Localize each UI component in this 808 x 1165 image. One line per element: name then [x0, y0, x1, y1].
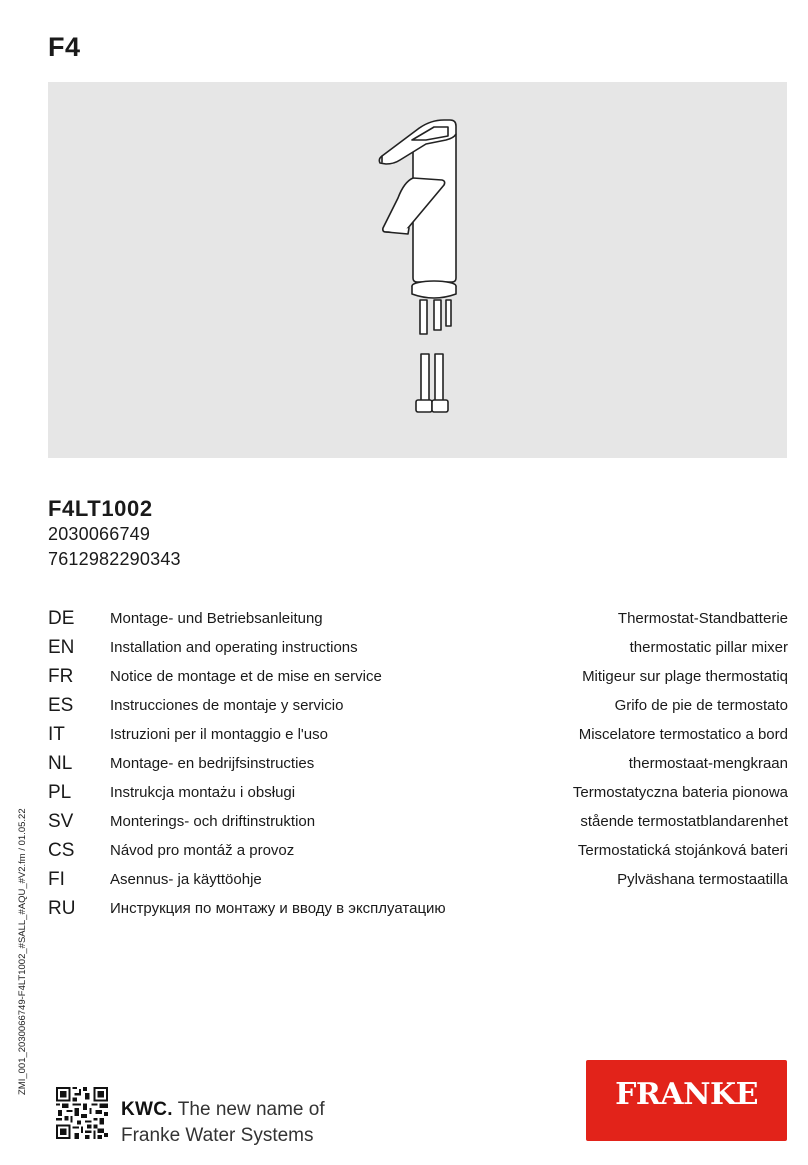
document-title: Istruzioni per il montaggio e l'uso: [110, 726, 328, 743]
document-title: Monterings- och driftinstruktion: [110, 813, 316, 830]
product-name: Termostatická stojánková bateri: [577, 842, 788, 859]
product-name: Pylväshana termostaatilla: [617, 871, 788, 888]
article-number: 2030066749: [48, 524, 151, 544]
product-name: Mitigeur sur plage thermostatiq: [582, 668, 788, 685]
language-row: [48, 664, 788, 693]
language-code: ES: [48, 695, 74, 716]
product-name: stående termostatblandarenhet: [580, 813, 788, 830]
language-row: [48, 896, 788, 925]
page-title: F4: [48, 32, 81, 62]
product-name: Miscelatore termostatico a bord: [578, 726, 788, 743]
document-title: Instrukcja montażu i obsługi: [110, 784, 296, 801]
document-title: Instrucciones de montaje y servicio: [110, 697, 344, 714]
language-row: [48, 867, 788, 896]
language-code: SV: [48, 811, 74, 832]
ean-number: 7612982290343: [48, 549, 181, 569]
language-row: [48, 838, 788, 867]
document-title: Montage- en bedrijfsinstructies: [110, 755, 315, 772]
document-title: Montage- und Betriebsanleitung: [110, 610, 323, 627]
language-row: [48, 606, 788, 635]
language-code: EN: [48, 637, 75, 658]
kwc-line-1: [121, 1097, 325, 1123]
language-list: [48, 606, 788, 925]
model-number: F4LT1002: [48, 496, 153, 521]
language-row: [48, 722, 788, 751]
language-code: DE: [48, 608, 75, 629]
product-name: Termostatyczna bateria pionowa: [572, 784, 788, 801]
language-row: [48, 780, 788, 809]
product-name: Grifo de pie de termostato: [614, 697, 788, 714]
product-name: thermostatic pillar mixer: [629, 639, 788, 656]
franke-logo-text: FRANKE: [615, 1077, 758, 1112]
language-row: [48, 693, 788, 722]
document-title: Notice de montage et de mise en service: [110, 668, 382, 685]
qr-code-icon: [56, 1087, 108, 1139]
kwc-branding: [121, 1097, 325, 1149]
kwc-logo: KWC.: [121, 1099, 173, 1120]
language-code: FR: [48, 666, 74, 687]
language-code: FI: [48, 869, 65, 890]
language-code: CS: [48, 840, 75, 861]
franke-logo: [586, 1060, 787, 1141]
product-name: thermostaat-mengkraan: [628, 755, 788, 772]
faucet-illustration: [48, 82, 787, 458]
document-title: Návod pro montáž a provoz: [110, 842, 295, 859]
language-row: [48, 751, 788, 780]
language-code: NL: [48, 753, 73, 774]
language-row: [48, 809, 788, 838]
language-row: [48, 635, 788, 664]
product-name: Thermostat-Standbatterie: [617, 610, 788, 627]
product-identification: [48, 496, 181, 574]
file-reference: ZMI_001_2030066749-F4LT1002_#SALL_#AQU_#V2.fm / 01.05.22: [17, 808, 28, 1095]
product-illustration: [48, 82, 787, 458]
language-code: RU: [48, 898, 76, 919]
language-code: IT: [48, 724, 65, 745]
kwc-tagline-1: The new name of: [177, 1099, 325, 1120]
document-title: Инструкция по монтажу и вводу в эксплуатацию: [110, 900, 446, 917]
document-title: Installation and operating instructions: [110, 639, 358, 656]
language-code: PL: [48, 782, 72, 803]
kwc-tagline-2: Franke Water Systems: [121, 1125, 314, 1146]
document-title: Asennus- ja käyttöohje: [110, 871, 262, 888]
